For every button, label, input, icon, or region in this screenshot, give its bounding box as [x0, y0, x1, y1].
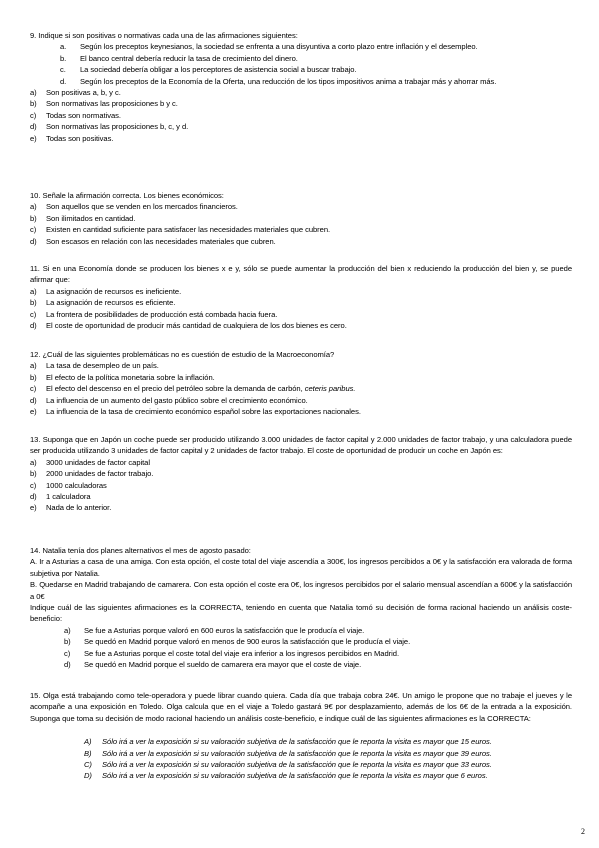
- answer-option: c) 1000 calculadoras: [30, 480, 107, 490]
- answer-option: D) Sólo irá a ver la exposición si su valoración subjetiva de la satisfacción que le reporta la visita es mayor que 6 euros.: [84, 771, 488, 781]
- answer-option: c) La frontera de posibilidades de producción está combada hacia fuera.: [30, 309, 278, 319]
- answer-option: c) El efecto del descenso en el precio del petróleo sobre la demanda de carbón, ceteris paribus.: [30, 384, 356, 394]
- answer-option: a) La asignación de recursos es ineficiente.: [30, 286, 182, 296]
- page-number: 2: [581, 827, 585, 836]
- answer-option: b) Son normativas las proposiciones b y c.: [30, 99, 178, 109]
- question-11: [30, 263, 572, 331]
- statement-item: d. Según los preceptos de la Economía de la Oferta, una reducción de los tipos impositivos anima a trabajar más y ahorrar más.: [60, 76, 497, 86]
- question-11-stem: 11. Si en una Economía donde se producen los bienes x e y, sólo se puede aumentar la producción del bien x reduciendo la producción del bien y, se puede afirmar que:: [30, 264, 572, 285]
- answer-option: b) El efecto de la política monetaria sobre la inflación.: [30, 372, 215, 382]
- statement-item: a. Según los preceptos keynesianos, la sociedad se enfrenta a una disyuntiva a corto plazo entre inflación y el desempleo.: [60, 42, 478, 52]
- answer-option: a) La tasa de desempleo de un país.: [30, 361, 159, 371]
- answer-option: d) Se quedó en Madrid porque el sueldo de camarera era mayor que el coste de viaje.: [64, 660, 362, 670]
- answer-option: e) La influencia de la tasa de crecimiento económico español sobre las exportaciones nacionales.: [30, 407, 361, 417]
- question-9: [30, 30, 572, 144]
- answer-option: d) Son normativas las proposiciones b, c, y d.: [30, 122, 189, 132]
- question-10: [30, 190, 572, 247]
- answer-option: a) 3000 unidades de factor capital: [30, 457, 150, 467]
- answer-option: d) El coste de oportunidad de producir más cantidad de cualquiera de los dos bienes es cero.: [30, 321, 347, 331]
- answer-option: d) Son escasos en relación con las necesidades materiales que cubren.: [30, 236, 276, 246]
- answer-option: C) Sólo irá a ver la exposición si su valoración subjetiva de la satisfacción que le reporta la visita es mayor que 33 euros.: [84, 760, 492, 770]
- question-9-stem: 9. Indique si son positivas o normativas cada una de las afirmaciones siguientes:: [30, 31, 298, 40]
- question-13-stem: 13. Suponga que en Japón un coche puede ser producido utilizando 3.000 unidades de factor capital y 2.000 unidades de factor trabajo, y una calculadora puede ser producida utilizando 3 unidades de factor capital y 2 unidades de factor trabajo. El coste de oportunidad de producir un coche en Japón es:: [30, 435, 572, 456]
- question-15: [30, 690, 572, 782]
- spacer: [30, 724, 572, 736]
- answer-option: a) Son aquellos que se venden en los mercados financieros.: [30, 202, 238, 212]
- answer-option: B) Sólo irá a ver la exposición si su valoración subjetiva de la satisfacción que le reporta la visita es mayor que 39 euros.: [84, 748, 492, 758]
- answer-option: a) Son positivas a, b, y c.: [30, 88, 121, 98]
- statement-item: c. La sociedad debería obligar a los perceptores de asistencia social a buscar trabajo.: [60, 65, 357, 75]
- plan-b-text: B. Quedarse en Madrid trabajando de camarera. Con esta opción el coste era 0€, los ingresos percibidos por el salario mensual ascendían a 600€ y la satisfacción a 0€: [30, 580, 572, 601]
- question-14-prompt: Indique cuál de las siguientes afirmaciones es la CORRECTA, teniendo en cuenta que Natalia tomó su decisión de forma racional haciendo un análisis coste-beneficio:: [30, 603, 572, 624]
- question-12: [30, 349, 572, 417]
- question-14: [30, 545, 572, 670]
- question-15-stem: 15. Olga está trabajando como tele-operadora y puede librar cuando quiera. Cada día que trabaja cobra 24€. Un amigo le propone que no trabaje el jueves y le acompañe a una exposición en Toledo. Olga calcula que en el viaje a Toledo gastará 9€ por desplazamiento, además de los 6€ de la entrada a la exposición. Suponga que toma su decisión de modo racional haciendo un análisis coste-beneficio, e indique cuál de las siguientes afirmaciones es la CORRECTA:: [30, 691, 572, 723]
- plan-a-text: A. Ir a Asturias a casa de una amiga. Con esta opción, el coste total del viaje ascendía a 300€, los ingresos percibidos a 0€ y la satisfacción era valorada de forma subjetiva por Natalia.: [30, 557, 572, 578]
- answer-option: c) Todas son normativas.: [30, 110, 121, 120]
- answer-option: c) Se fue a Asturias porque el coste total del viaje era inferior a los ingresos percibidos en Madrid.: [64, 648, 400, 658]
- answer-option: b) 2000 unidades de factor trabajo.: [30, 469, 154, 479]
- answer-option: a) Se fue a Asturias porque valoró en 600 euros la satisfacción que le producía el viaje.: [64, 625, 365, 635]
- answer-option: e) Nada de lo anterior.: [30, 503, 112, 513]
- answer-option: b) Son ilimitados en cantidad.: [30, 213, 136, 223]
- answer-option: e) Todas son positivas.: [30, 133, 114, 143]
- question-14-stem: 14. Natalia tenía dos planes alternativos el mes de agosto pasado:: [30, 546, 251, 555]
- answer-option: d) La influencia de un aumento del gasto público sobre el crecimiento económico.: [30, 395, 308, 405]
- answer-option: A) Sólo irá a ver la exposición si su valoración subjetiva de la satisfacción que le reporta la visita es mayor que 15 euros.: [84, 737, 492, 747]
- question-12-stem: 12. ¿Cuál de las siguientes problemáticas no es cuestión de estudio de la Macroeconomía?: [30, 350, 335, 359]
- statement-item: b. El banco central debería reducir la tasa de crecimiento del dinero.: [60, 53, 298, 63]
- answer-option: b) Se quedó en Madrid porque valoró en menos de 900 euros la satisfacción que le producía el viaje.: [64, 637, 411, 647]
- question-13: [30, 434, 572, 514]
- question-10-stem: 10. Señale la afirmación correcta. Los bienes económicos:: [30, 191, 224, 200]
- answer-option: b) La asignación de recursos es eficiente.: [30, 298, 176, 308]
- answer-option: c) Existen en cantidad suficiente para satisfacer las necesidades materiales que cubren.: [30, 225, 331, 235]
- answer-option: d) 1 calculadora: [30, 492, 91, 502]
